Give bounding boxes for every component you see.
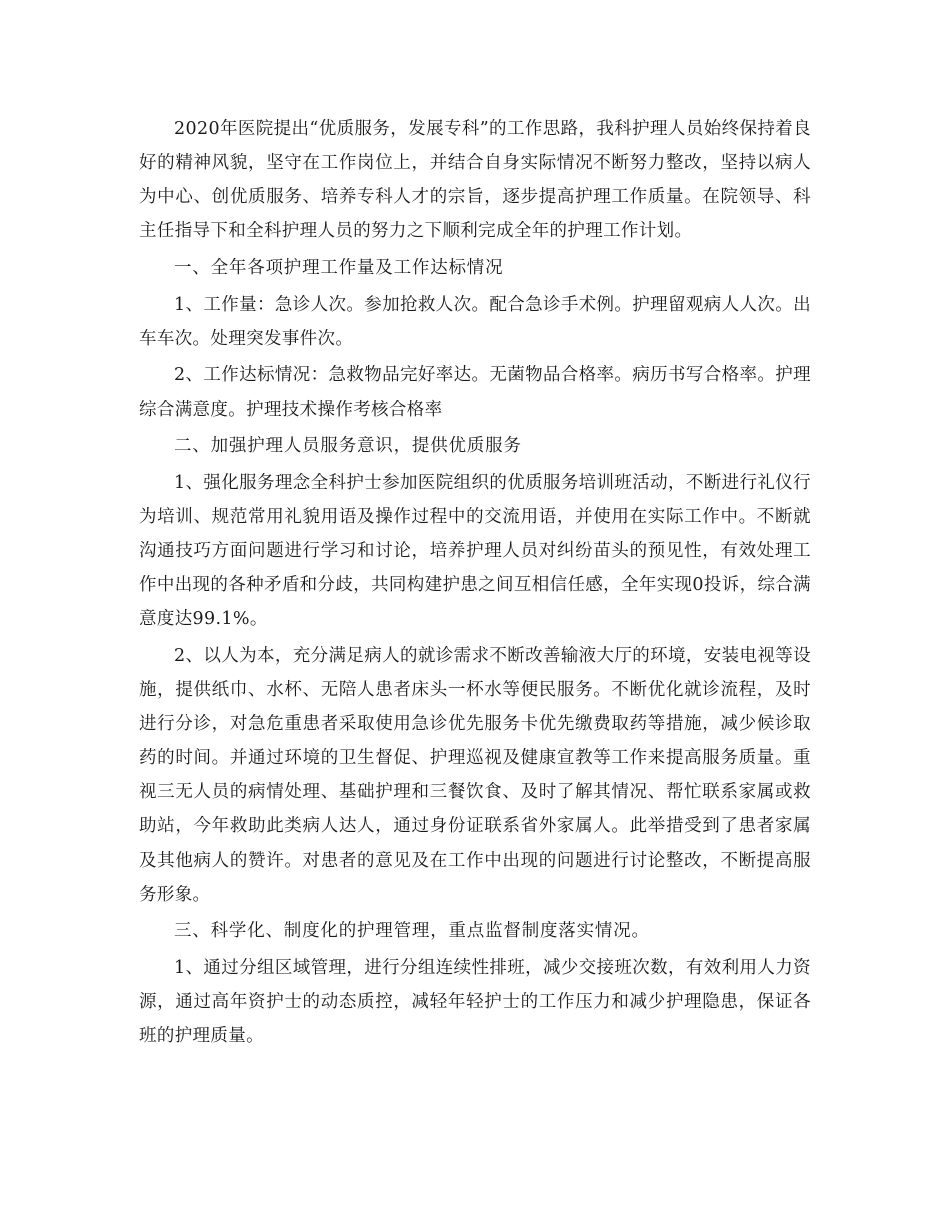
section-heading-2: 二、加强护理人员服务意识，提供优质服务: [174, 436, 522, 457]
group-management-paragraph: 1、通过分组区域管理，进行分组连续性排班，减少交接班次数，有效利用人力资源，通过高年资护士的动态质控，减轻年轻护士的工作压力和减少护理隐患，保证各班的护理质量。: [139, 958, 811, 1047]
standards-paragraph: 2、工作达标情况：急救物品完好率达。无菌物品合格率。病历书写合格率。护理综合满意度。护理技术操作考核合格率: [139, 365, 811, 420]
section-heading-3: 三、科学化、制度化的护理管理，重点监督制度落实情况。: [174, 921, 650, 942]
patient-centered-paragraph: 2、以人为本，充分满足病人的就诊需求不断改善输液大厅的环境，安装电视等设施，提供纸巾、水杯、无陪人患者床头一杯水等便民服务。不断优化就诊流程，及时进行分诊，对急危重患者采取使用急诊优先服务卡优先缴费取药等措施，减少候诊取药的时间。并通过环境的卫生督促、护理巡视及健康宣教等工作来提高服务质量。重视三无人员的病情处理、基础护理和三餐饮食、及时了解其情况、帮忙联系家属或救助站，今年救助此类病人达人，通过身份证联系省外家属人。此举措受到了患者家属及其他病人的赞许。对患者的意见及在工作中出现的问题进行讨论整改，不断提高服务形象。: [139, 645, 811, 905]
workload-paragraph: 1、工作量：急诊人次。参加抢救人次。配合急诊手术例。护理留观病人人次。出车车次。处理突发事件次。: [139, 294, 811, 349]
document-body: [139, 112, 811, 1056]
section-heading-1: 一、全年各项护理工作量及工作达标情况: [174, 257, 504, 278]
service-concept-paragraph: 1、强化服务理念全科护士参加医院组织的优质服务培训班活动，不断进行礼仪行为培训、规范常用礼貌用语及操作过程中的交流用语，并使用在实际工作中。不断就沟通技巧方面问题进行学习和讨论，培养护理人员对纠纷苗头的预见性，有效处理工作中出现的各种矛盾和分歧，共同构建护患之间互相信任感，全年实现0投诉，综合满意度达99.1%。: [139, 472, 811, 630]
intro-paragraph: 2020年医院提出“优质服务，发展专科”的工作思路，我科护理人员始终保持着良好的精神风貌，坚守在工作岗位上，并结合自身实际情况不断努力整改，坚持以病人为中心、创优质服务、培养专科人才的宗旨，逐步提高护理工作质量。在院领导、科主任指导下和全科护理人员的努力之下顺利完成全年的护理工作计划。: [139, 119, 811, 242]
